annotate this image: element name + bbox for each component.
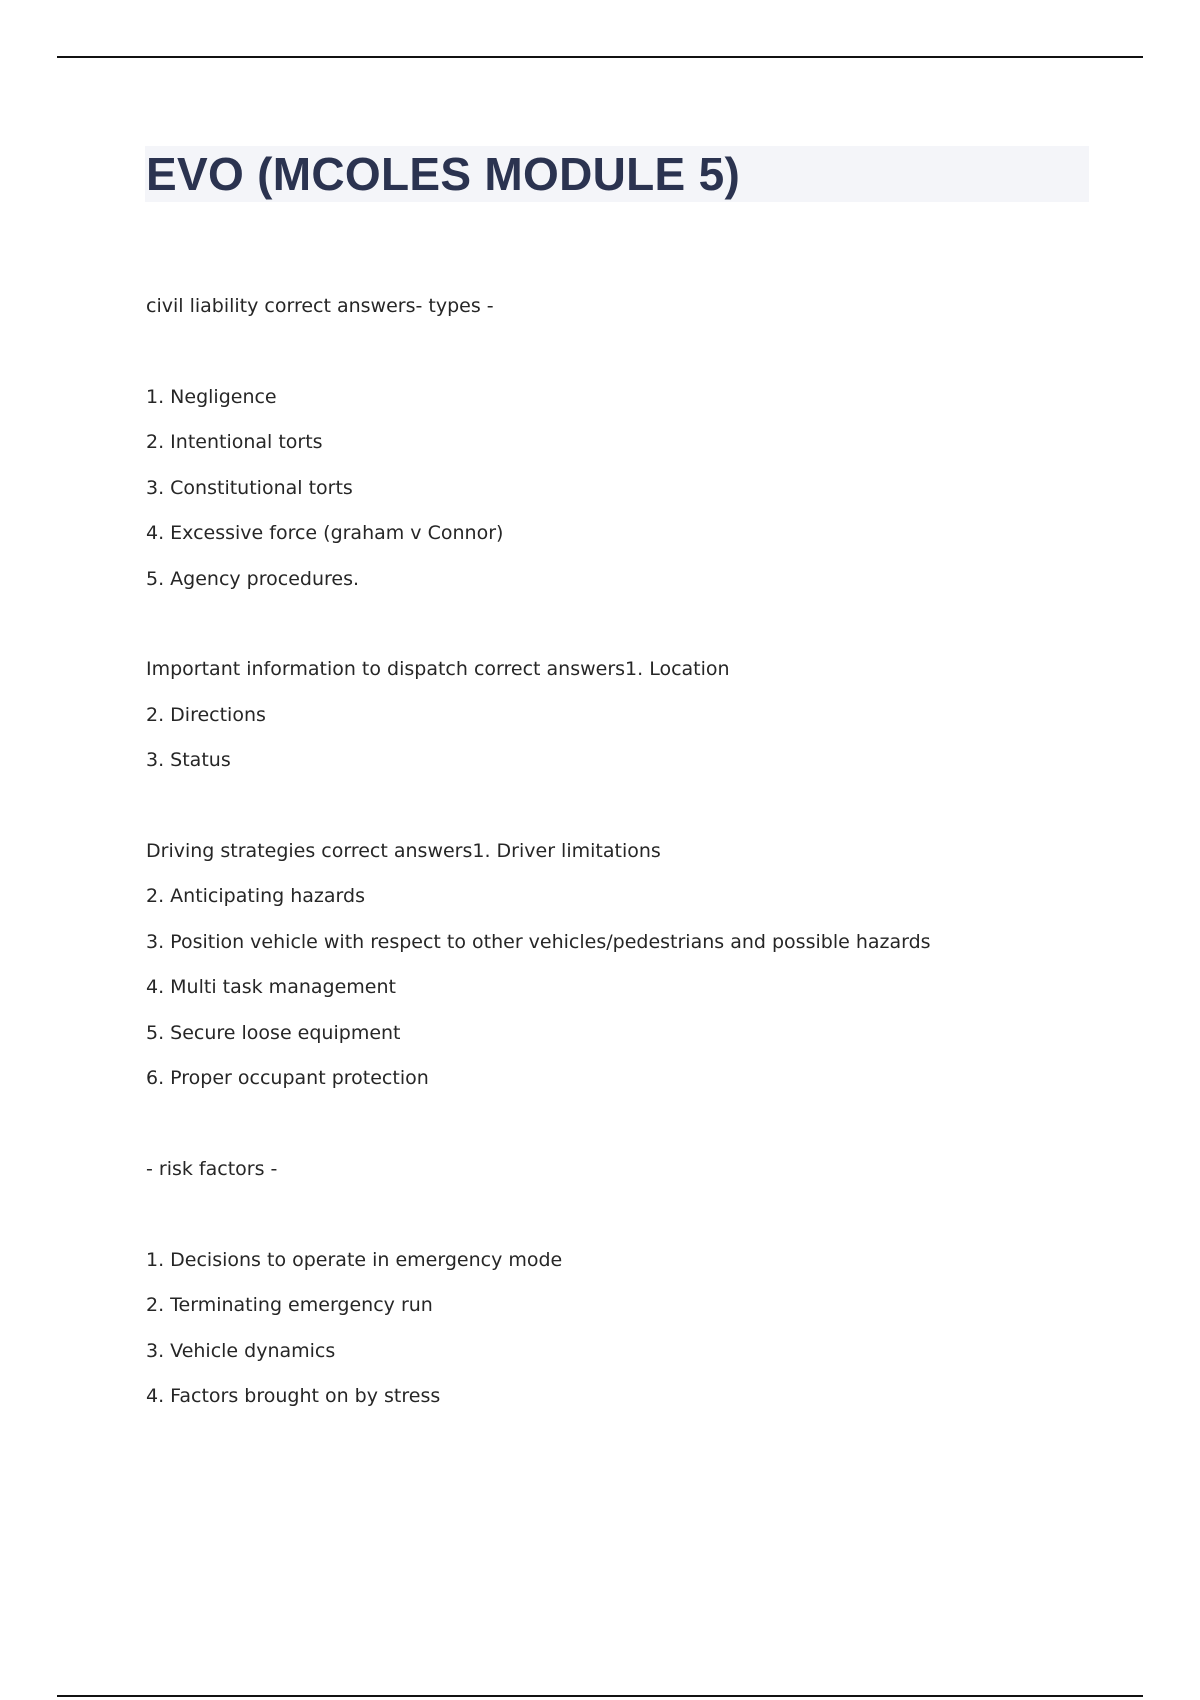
list-item: 4. Multi task management bbox=[146, 976, 396, 998]
list-item: 3. Constitutional torts bbox=[146, 477, 353, 499]
list-item: 3. Vehicle dynamics bbox=[146, 1340, 336, 1362]
list-item: 1. Negligence bbox=[146, 386, 277, 408]
list-item: 5. Agency procedures. bbox=[146, 568, 360, 590]
risk-factors-heading: - risk factors - bbox=[146, 1158, 278, 1180]
document-title: EVO (MCOLES MODULE 5) bbox=[146, 148, 741, 200]
list-item: 2. Terminating emergency run bbox=[146, 1294, 433, 1316]
list-item: 6. Proper occupant protection bbox=[146, 1067, 429, 1089]
list-item: 4. Factors brought on by stress bbox=[146, 1385, 441, 1407]
list-item: 5. Secure loose equipment bbox=[146, 1022, 401, 1044]
dispatch-info-heading: Important information to dispatch correct answers1. Location bbox=[146, 658, 730, 680]
list-item: 3. Position vehicle with respect to other vehicles/pedestrians and possible hazards bbox=[146, 931, 931, 953]
driving-strategies-heading: Driving strategies correct answers1. Driver limitations bbox=[146, 840, 661, 862]
top-rule bbox=[57, 56, 1143, 58]
bottom-rule bbox=[57, 1695, 1143, 1697]
list-item: 2. Anticipating hazards bbox=[146, 885, 365, 907]
list-item: 1. Decisions to operate in emergency mode bbox=[146, 1249, 563, 1271]
list-item: 2. Intentional torts bbox=[146, 431, 323, 453]
civil-liability-heading: civil liability correct answers- types - bbox=[146, 295, 494, 317]
list-item: 4. Excessive force (graham v Connor) bbox=[146, 522, 504, 544]
list-item: 3. Status bbox=[146, 749, 231, 771]
list-item: 2. Directions bbox=[146, 704, 266, 726]
